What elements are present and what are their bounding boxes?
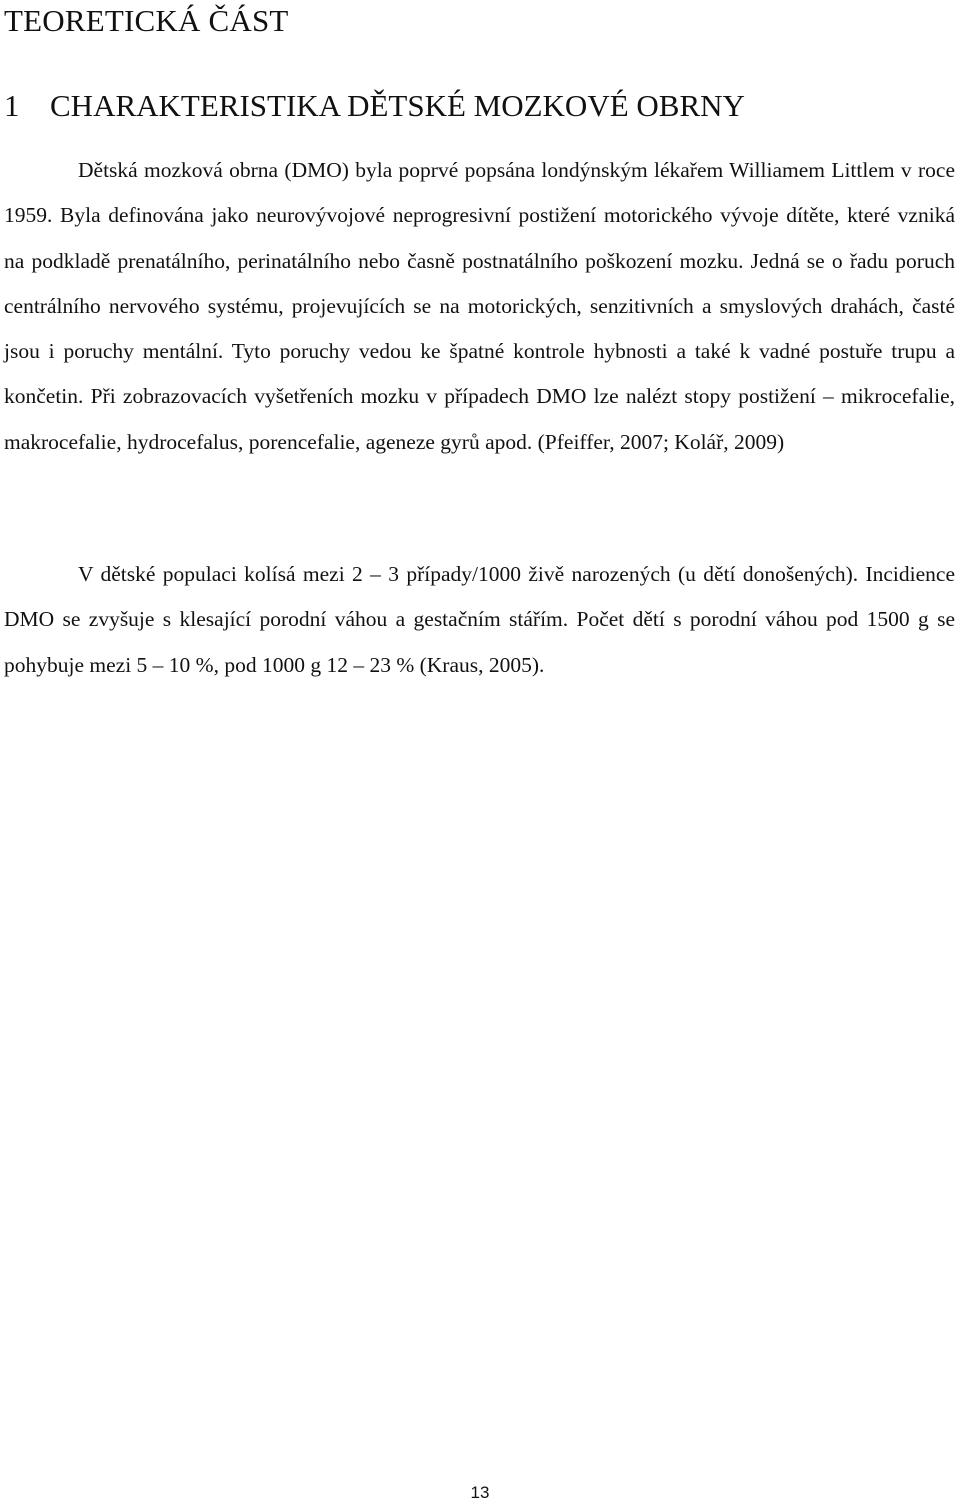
body-paragraph-2: V dětské populaci kolísá mezi 2 – 3 případy/1000 živě narozených (u dětí donošených). Incidience DMO se zvyšuje s klesající porodní váhou a gestačním stářím. Počet dětí s porodní váhou pod 1500 g se pohybuje mezi 5 – 10 %, pod 1000 g 12 – 23 % (Kraus, 2005).	[4, 562, 955, 677]
chapter-number: 1	[4, 88, 20, 123]
part-title: TEORETICKÁ ČÁST	[4, 3, 289, 38]
page-number: 13	[470, 1483, 490, 1502]
body-paragraph-1: Dětská mozková obrna (DMO) byla poprvé popsána londýnským lékařem Williamem Littlem v roce 1959. Byla definována jako neurovývojové neprogresivní postižení motorického vývoje dítěte, které vzniká na podkladě prenatálního, perinatálního nebo časně postnatálního poškození mozku. Jedná se o řadu poruch centrálního nervového systému, projevujících se na motorických, senzitivních a smyslových drahách, časté jsou i poruchy mentální. Tyto poruchy vedou ke špatné kontrole hybnosti a také k vadné postuře trupu a končetin. Při zobrazovacích vyšetřeních mozku v případech DMO lze nalézt stopy postižení – mikrocefalie, makrocefalie, hydrocefalus, porencefalie, ageneze gyrů apod. (Pfeiffer, 2007; Kolář, 2009)	[4, 158, 955, 454]
chapter-heading	[4, 86, 745, 126]
chapter-title: CHARAKTERISTIKA DĚTSKÉ MOZKOVÉ OBRNY	[50, 88, 745, 123]
